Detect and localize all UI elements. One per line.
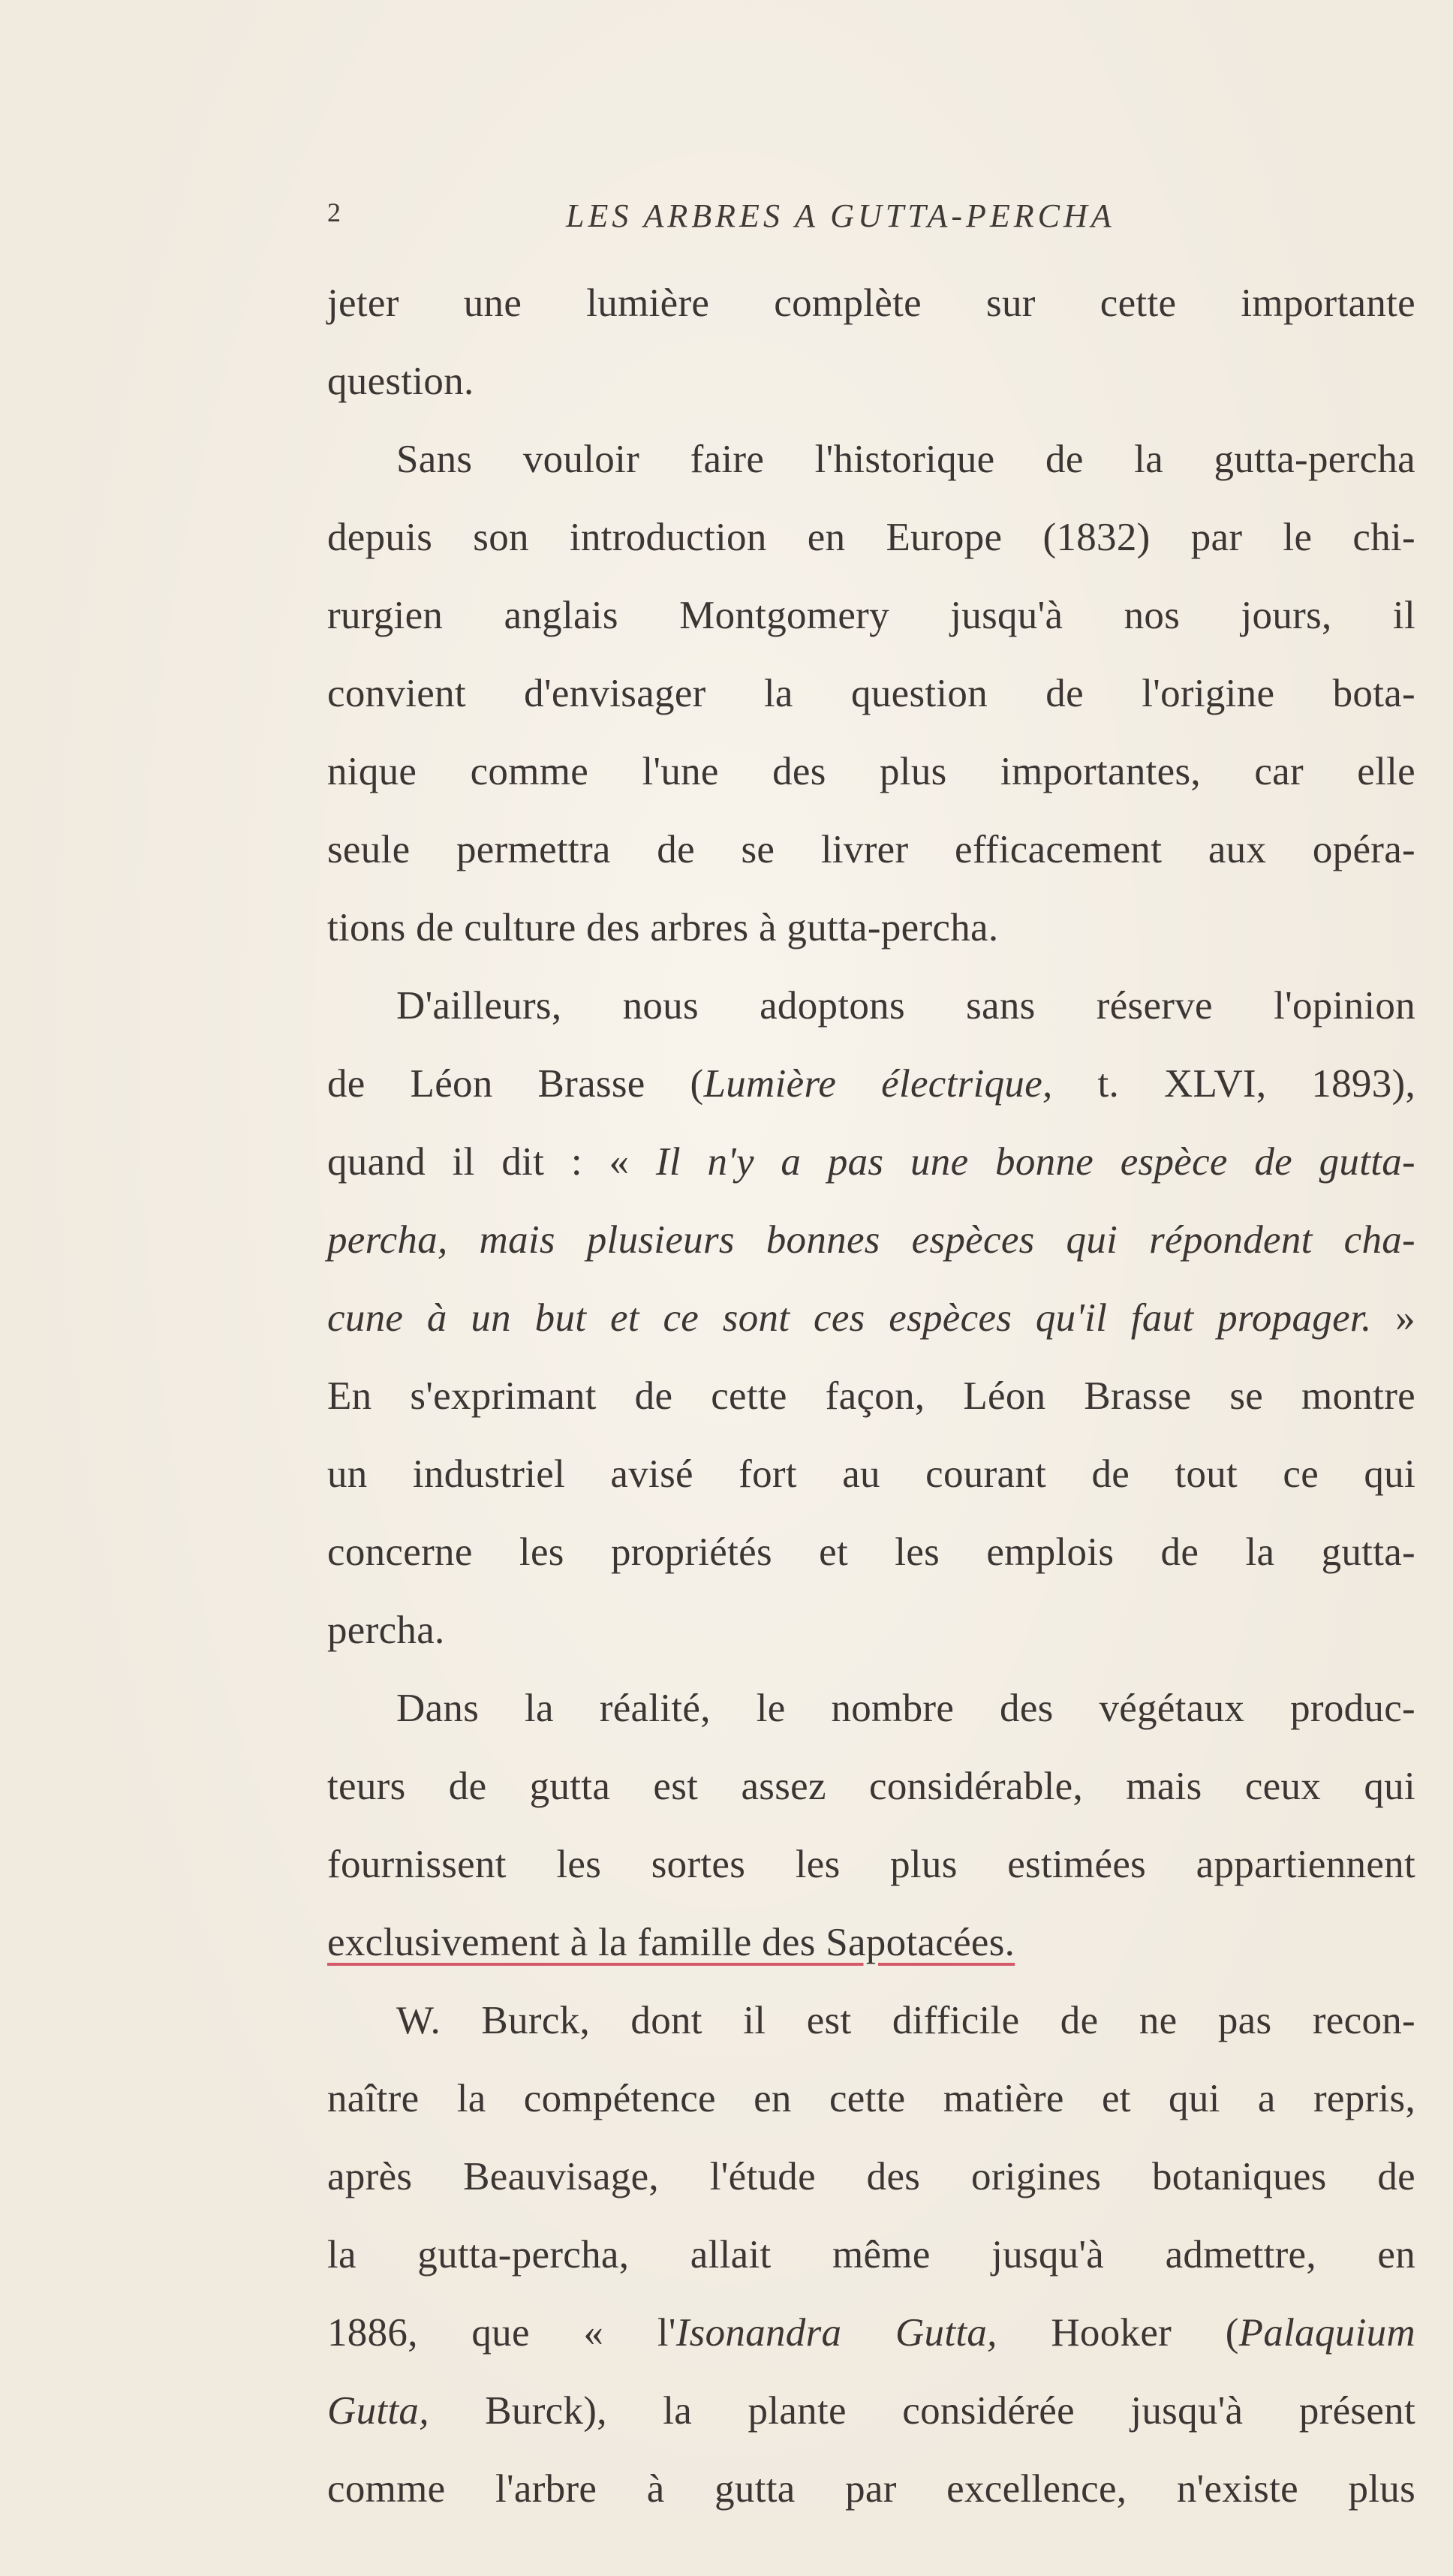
- text-line: convient d'envisager la question de l'origine bota-: [327, 672, 1415, 715]
- text-line: comme l'arbre à gutta par excellence, n'existe plus: [327, 2467, 1415, 2511]
- text-line: [327, 1279, 1415, 1357]
- text-line: concerne les propriétés et les emplois de la gutta-: [327, 1530, 1415, 1574]
- text-line: nique comme l'une des plus importantes, car elle: [327, 750, 1415, 793]
- text-line: la gutta-percha, allait même jusqu'à admettre, en: [327, 2233, 1415, 2277]
- text-line: depuis son introduction en Europe (1832) par le chi-: [327, 516, 1415, 559]
- text-line: tions de culture des arbres à gutta-percha.: [327, 906, 999, 949]
- text-line: rurgien anglais Montgomery jusqu'à nos jours, il: [327, 594, 1415, 637]
- text-line: D'ailleurs, nous adoptons sans réserve l'opinion: [396, 984, 1415, 1028]
- text-run: »: [1371, 1296, 1415, 1340]
- page-number: 2: [327, 197, 344, 227]
- text-run: quand il dit : «: [327, 1140, 656, 1184]
- text-line: [327, 1045, 1415, 1123]
- text-line: [327, 2294, 1415, 2372]
- text-line: fournissent les sortes les plus estimées appartiennent: [327, 1843, 1415, 1886]
- text-run: Burck), la plante considérée jusqu'à présent: [429, 2389, 1415, 2433]
- underlined-line: exclusivement à la famille des Sapotacées.: [327, 1921, 1015, 1964]
- text-line: percha.: [327, 1608, 445, 1652]
- text-line: [327, 2372, 1415, 2450]
- running-title: LES ARBRES A GUTTA-PERCHA: [566, 197, 1115, 234]
- text-run: t. XLVI, 1893),: [1052, 1062, 1415, 1106]
- text-run: de Léon Brasse (: [327, 1062, 704, 1106]
- quotation: cune à un but et ce sont ces espèces qu'il faut propager.: [327, 1296, 1372, 1340]
- text-line: teurs de gutta est assez considérable, mais ceux qui: [327, 1765, 1415, 1808]
- species-name: Gutta,: [327, 2389, 429, 2433]
- text-line: jeter une lumière complète sur cette importante: [327, 281, 1415, 325]
- text-line: un industriel avisé fort au courant de tout ce qui: [327, 1452, 1415, 1496]
- text-line: W. Burck, dont il est difficile de ne pas recon-: [396, 1999, 1415, 2042]
- text-line: question.: [327, 360, 474, 403]
- text-line: naître la compétence en cette matière et qui a repris,: [327, 2077, 1415, 2120]
- text-line: En s'exprimant de cette façon, Léon Brasse se montre: [327, 1374, 1415, 1418]
- quotation-line: percha, mais plusieurs bonnes espèces qui répondent cha-: [327, 1218, 1415, 1262]
- running-head: [327, 197, 1415, 242]
- text-line: Sans vouloir faire l'historique de la gutta-percha: [396, 438, 1415, 481]
- text-run: 1886, que « l': [327, 2311, 676, 2355]
- species-name: Palaquium: [1238, 2311, 1415, 2355]
- quotation: Il n'y a pas une bonne espèce de gutta-: [655, 1140, 1416, 1184]
- text-line: [327, 1123, 1415, 1201]
- species-name: Isonandra Gutta,: [675, 2311, 997, 2355]
- body-text: [327, 264, 1415, 2528]
- text-line: seule permettra de se livrer efficacement aux opéra-: [327, 828, 1415, 871]
- citation-title: Lumière électrique,: [703, 1062, 1053, 1106]
- text-run: Hooker (: [997, 2311, 1239, 2355]
- text-line: Dans la réalité, le nombre des végétaux produc-: [396, 1687, 1415, 1730]
- text-line: après Beauvisage, l'étude des origines botaniques de: [327, 2155, 1415, 2198]
